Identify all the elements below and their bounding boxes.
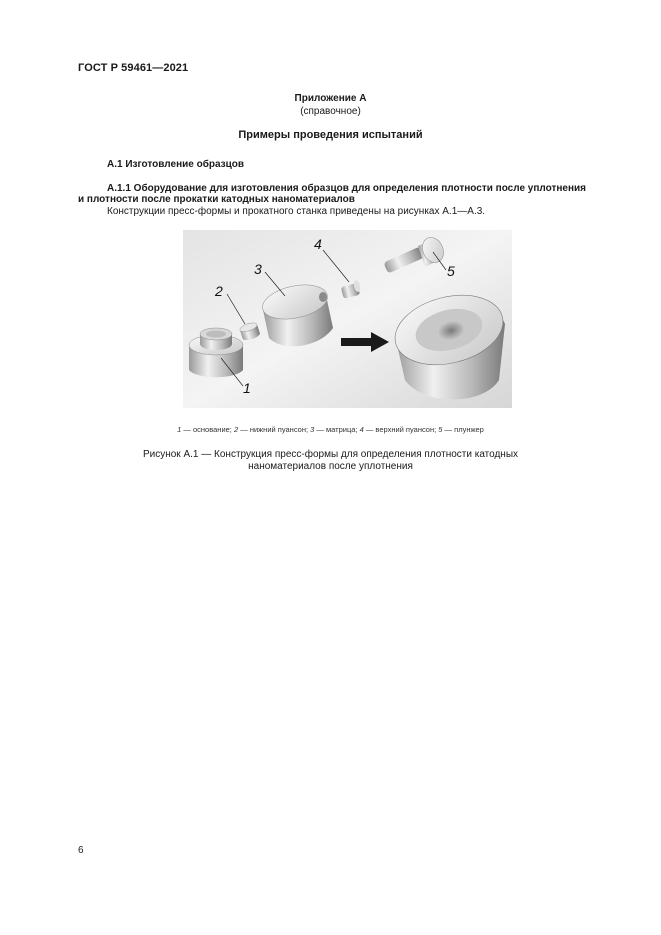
legend-item-1: 1 — основание; xyxy=(177,425,234,434)
legend-item-2: 2 — нижний пуансон; xyxy=(233,425,311,434)
body-paragraph: Конструкции пресс-формы и прокатного станка приведены на рисунках А.1—А.3. xyxy=(107,206,486,217)
press-mold-figure xyxy=(183,230,512,408)
label-2: 2 xyxy=(215,283,223,299)
subsection-a11-line1: А.1.1 Оборудование для изготовления образцов для определения плотности после уплотнения xyxy=(107,183,587,194)
legend-item-5: 5 — плунжер xyxy=(438,425,484,434)
label-1: 1 xyxy=(243,380,251,396)
legend-item-3: 3 — матрица; xyxy=(310,425,360,434)
label-3: 3 xyxy=(254,261,262,277)
label-4: 4 xyxy=(314,236,322,252)
figure-legend xyxy=(0,425,661,434)
legend-item-4: 4 — верхний пуансон; xyxy=(359,425,439,434)
appendix-subtitle: (справочное) xyxy=(300,106,361,117)
appendix-title: Приложение А xyxy=(294,93,367,104)
figure-caption-line2: наноматериалов после уплотнения xyxy=(248,461,413,472)
section-title: Примеры проведения испытаний xyxy=(238,129,423,141)
section-a1-heading: А.1 Изготовление образцов xyxy=(107,159,245,170)
label-5: 5 xyxy=(447,263,455,279)
figure-caption-line1: Рисунок А.1 — Конструкция пресс-формы для определения плотности катодных xyxy=(142,449,519,460)
page-number: 6 xyxy=(78,845,84,856)
subsection-a11-line2: и плотности после прокатки катодных наноматериалов xyxy=(78,194,355,205)
standard-number: ГОСТ Р 59461—2021 xyxy=(78,62,189,74)
